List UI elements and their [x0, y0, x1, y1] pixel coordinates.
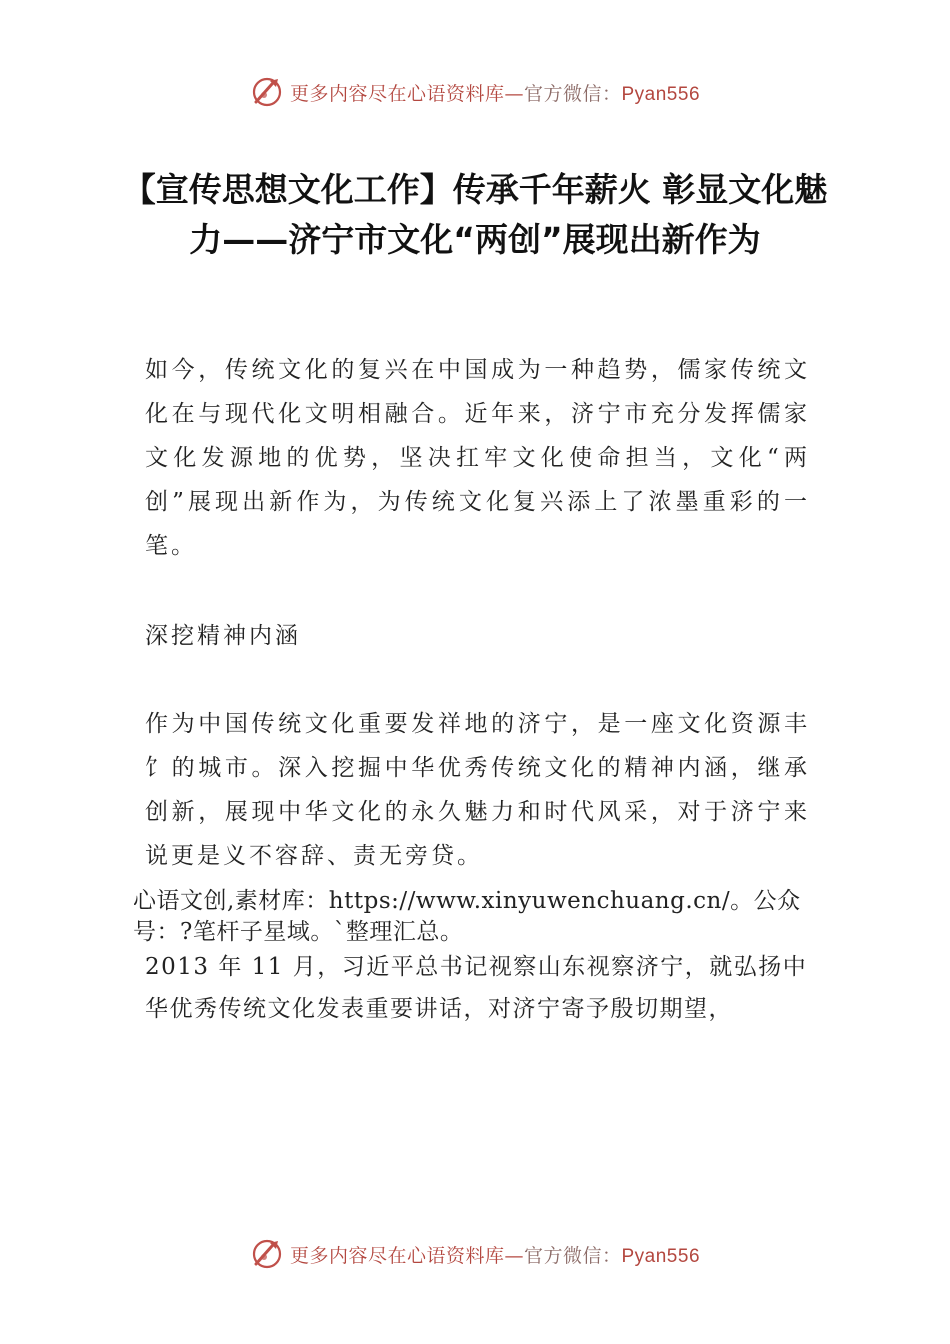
paragraph-intro: 如今，传统文化的复兴在中国成为一种趋势，儒家传统文化在与现代化文明相融合。近年来，济宁市充分发挥儒家文化发源地的优势，坚决扛牢文化使命担当，文化“两创”展现出新作为，为传统文化复兴添上了浓墨重彩的一笔。 — [145, 357, 810, 559]
footer-banner-label: 官方微信： — [523, 1244, 622, 1267]
brush-seal-logo-icon — [250, 1237, 284, 1271]
header-banner-id: Pyan556 — [621, 83, 701, 105]
header-banner-text — [290, 79, 700, 106]
footer-banner-main: 更多内容尽在心语资料库 — [289, 1244, 505, 1267]
source-note: 心语文创,素材库：https://www.xinyuwenchuang.cn/。公众号：?笔杆子星域。`整理汇总。 — [133, 888, 801, 945]
paragraph-jining: 作为中国传统文化重要发祥地的济宁，是一座文化资源丰饣的城市。深入挖掘中华优秀传统文化的精神内涵，继承创新，展现中华文化的永久魅力和时代风采，对于济宁来说更是义不容辞、责无旁贷。 — [145, 711, 810, 869]
header-banner-label: 官方微信： — [523, 82, 622, 105]
section-heading: 深挖精神内涵 — [145, 623, 301, 649]
footer-banner — [0, 1232, 950, 1276]
footer-banner-text — [290, 1241, 700, 1268]
footer-banner-id: Pyan556 — [621, 1245, 701, 1267]
brush-seal-logo-icon — [250, 75, 284, 109]
header-banner-main: 更多内容尽在心语资料库 — [289, 82, 505, 105]
header-banner-dash: — — [504, 82, 524, 105]
document-title: 【宣传思想文化工作】传承千年薪火 彰显文化魅力——济宁市文化“两创”展现出新作为 — [122, 170, 828, 259]
paragraph-2013: 2013 年 11 月，习近平总书记视察山东视察济宁，就弘扬中华优秀传统文化发表重要讲话，对济宁寄予殷切期望， — [145, 954, 808, 1022]
header-banner — [0, 70, 950, 114]
footer-banner-dash: — — [504, 1244, 524, 1267]
